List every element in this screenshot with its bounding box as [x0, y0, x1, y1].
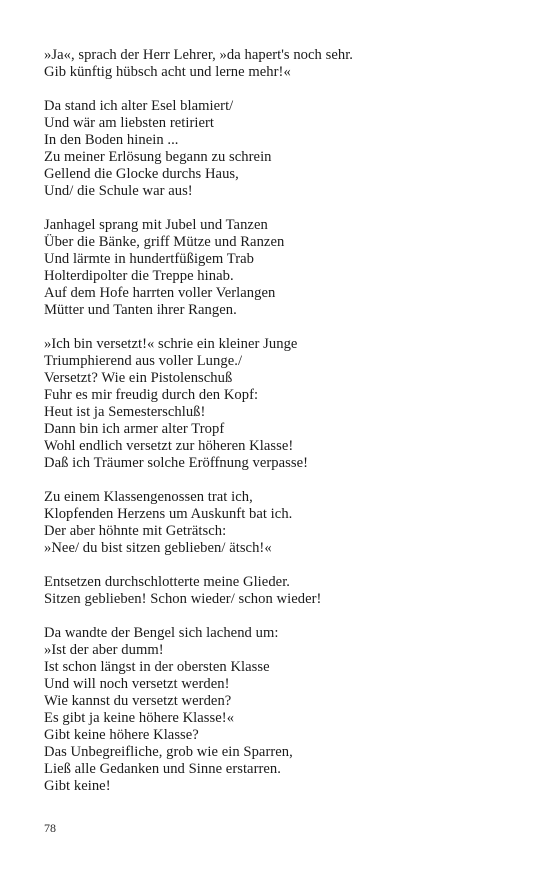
poem-line: Janhagel sprang mit Jubel und Tanzen: [44, 217, 268, 233]
poem-line: Gib künftig hübsch acht und lerne mehr!«: [44, 64, 291, 80]
poem-line: Klopfenden Herzens um Auskunft bat ich.: [44, 506, 293, 522]
poem-line: Und lärmte in hundertfüßigem Trab: [44, 251, 254, 267]
poem-line: Dann bin ich armer alter Tropf: [44, 421, 225, 437]
poem-line: Daß ich Träumer solche Eröffnung verpasse!: [44, 455, 309, 471]
poem-line: In den Boden hinein ...: [44, 132, 179, 148]
poem-line: Da stand ich alter Esel blamiert/: [44, 98, 234, 114]
poem-line: »Ja«, sprach der Herr Lehrer, »da hapert's noch sehr.: [44, 47, 354, 63]
poem-line: Der aber höhnte mit Geträtsch:: [44, 523, 227, 539]
poem-line: Und/ die Schule war aus!: [44, 183, 193, 199]
poem-line: »Nee/ du bist sitzen geblieben/ ätsch!«: [44, 540, 272, 556]
poem-line: Ist schon längst in der obersten Klasse: [44, 659, 270, 675]
stanza: [44, 98, 514, 200]
poem-line: Zu meiner Erlösung begann zu schrein: [44, 149, 272, 165]
poem-line: Es gibt ja keine höhere Klasse!«: [44, 710, 235, 726]
stanza: [44, 489, 514, 557]
poem-line: Gibt keine!: [44, 778, 111, 794]
poem-line: Holterdipolter die Treppe hinab.: [44, 268, 234, 284]
poem-line: Gibt keine höhere Klasse?: [44, 727, 199, 743]
poem-line: Gellend die Glocke durchs Haus,: [44, 166, 239, 182]
stanza: [44, 47, 514, 81]
poem-line: »Ich bin versetzt!« schrie ein kleiner Junge: [44, 336, 298, 352]
poem-line: Wohl endlich versetzt zur höheren Klasse!: [44, 438, 294, 454]
stanza: [44, 574, 514, 608]
poem-line: Fuhr es mir freudig durch den Kopf:: [44, 387, 259, 403]
poem-line: Über die Bänke, griff Mütze und Ranzen: [44, 234, 285, 250]
poem-line: Und wär am liebsten retiriert: [44, 115, 215, 131]
poem-line: Das Unbegreifliche, grob wie ein Sparren,: [44, 744, 293, 760]
stanza: [44, 625, 514, 795]
page-number: 78: [44, 821, 56, 835]
poem-line: Entsetzen durchschlotterte meine Glieder.: [44, 574, 290, 590]
stanza: [44, 217, 514, 319]
stanza: [44, 336, 514, 472]
poem-line: Sitzen geblieben! Schon wieder/ schon wieder!: [44, 591, 322, 607]
poem-line: Auf dem Hofe harrten voller Verlangen: [44, 285, 276, 301]
poem-line: Ließ alle Gedanken und Sinne erstarren.: [44, 761, 281, 777]
poem-line: Zu einem Klassengenossen trat ich,: [44, 489, 253, 505]
poem-line: Da wandte der Bengel sich lachend um:: [44, 625, 279, 641]
poem-line: Und will noch versetzt werden!: [44, 676, 230, 692]
poem-line: Wie kannst du versetzt werden?: [44, 693, 232, 709]
poem-line: Versetzt? Wie ein Pistolenschuß: [44, 370, 233, 386]
poem-line: Heut ist ja Semesterschluß!: [44, 404, 206, 420]
poem-line: Mütter und Tanten ihrer Rangen.: [44, 302, 237, 318]
poem-line: Triumphierend aus voller Lunge./: [44, 353, 243, 369]
poem-line: »Ist der aber dumm!: [44, 642, 164, 658]
poem-text: [44, 47, 514, 812]
